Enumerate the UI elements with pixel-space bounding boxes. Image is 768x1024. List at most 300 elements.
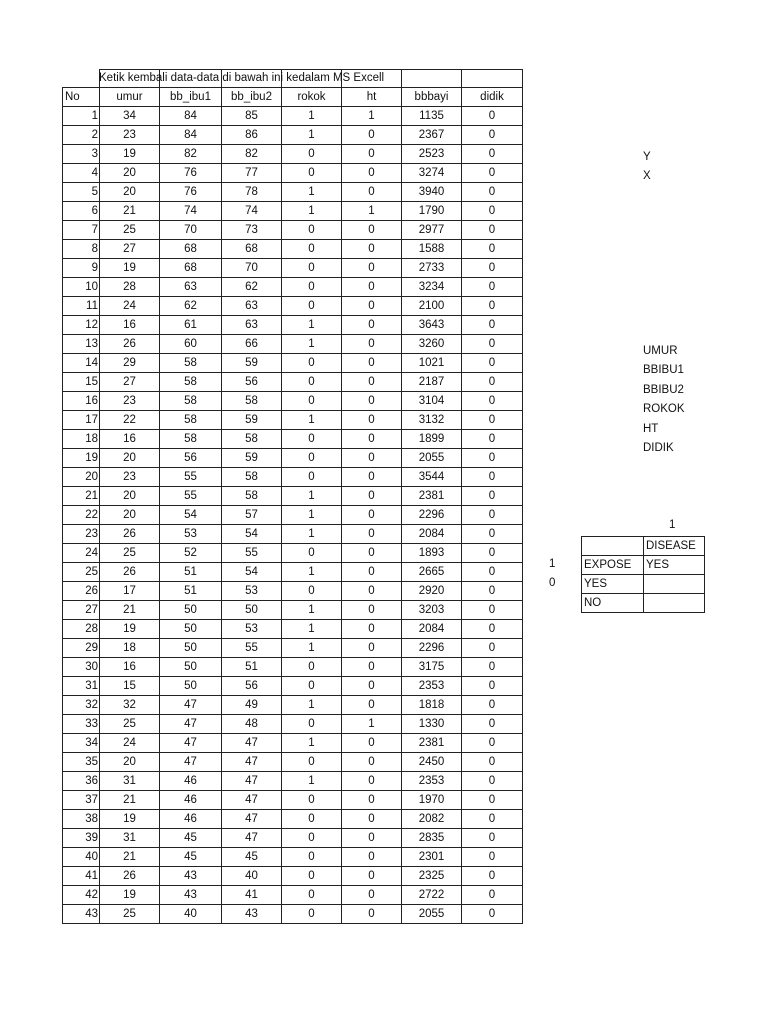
table-cell[interactable]: 0 [282, 753, 342, 772]
table-cell[interactable]: 1 [63, 107, 100, 126]
table-cell[interactable]: 0 [282, 867, 342, 886]
table-cell[interactable]: 0 [342, 601, 402, 620]
table-cell[interactable]: 84 [160, 126, 222, 145]
table-cell[interactable]: 0 [462, 354, 523, 373]
table-cell[interactable]: 58 [222, 430, 282, 449]
table-cell[interactable]: 0 [342, 506, 402, 525]
table-cell[interactable]: 0 [282, 468, 342, 487]
table-cell[interactable]: 15 [100, 677, 160, 696]
table-cell[interactable]: 0 [462, 373, 523, 392]
table-cell[interactable]: 1899 [402, 430, 462, 449]
table-cell[interactable]: 20 [100, 487, 160, 506]
table-cell[interactable]: 0 [342, 240, 402, 259]
table-cell[interactable]: 0 [342, 411, 402, 430]
table-cell[interactable]: 0 [282, 715, 342, 734]
table-cell[interactable]: 0 [342, 259, 402, 278]
table-cell[interactable]: 0 [462, 145, 523, 164]
table-cell[interactable]: 26 [100, 563, 160, 582]
table-cell[interactable]: 47 [222, 734, 282, 753]
table-cell[interactable]: 0 [462, 848, 523, 867]
table-cell[interactable]: 2835 [402, 829, 462, 848]
disease-header[interactable]: DISEASE [644, 537, 705, 556]
table-cell[interactable]: 26 [100, 525, 160, 544]
title-cell[interactable] [462, 70, 523, 88]
table-cell[interactable]: 0 [462, 715, 523, 734]
table-cell[interactable]: 0 [342, 620, 402, 639]
table-cell[interactable]: 3175 [402, 658, 462, 677]
table-cell[interactable]: 52 [160, 544, 222, 563]
table-cell[interactable]: 1 [282, 183, 342, 202]
table-cell[interactable]: 74 [160, 202, 222, 221]
table-cell[interactable]: 66 [222, 335, 282, 354]
title-cell[interactable] [342, 70, 402, 88]
table-cell[interactable]: 3643 [402, 316, 462, 335]
table-cell[interactable]: 62 [160, 297, 222, 316]
table-cell[interactable]: 32 [100, 696, 160, 715]
table-cell[interactable]: 23 [63, 525, 100, 544]
table-cell[interactable]: 16 [100, 316, 160, 335]
table-cell[interactable]: 0 [342, 734, 402, 753]
table-cell[interactable]: 40 [63, 848, 100, 867]
table-cell[interactable]: 59 [222, 411, 282, 430]
table-cell[interactable]: 31 [100, 829, 160, 848]
table-cell[interactable]: 1 [282, 487, 342, 506]
table-cell[interactable]: 47 [160, 715, 222, 734]
table-cell[interactable]: 41 [63, 867, 100, 886]
table-cell[interactable]: 34 [63, 734, 100, 753]
contingency-corner-cell[interactable] [582, 537, 644, 556]
table-cell[interactable]: 0 [342, 468, 402, 487]
table-cell[interactable]: 18 [100, 639, 160, 658]
table-cell[interactable]: 9 [63, 259, 100, 278]
table-cell[interactable]: 0 [342, 829, 402, 848]
table-cell[interactable]: 77 [222, 164, 282, 183]
table-cell[interactable]: 58 [222, 487, 282, 506]
table-cell[interactable]: 58 [160, 411, 222, 430]
table-cell[interactable]: 51 [222, 658, 282, 677]
table-cell[interactable]: 0 [462, 202, 523, 221]
table-cell[interactable]: 55 [222, 544, 282, 563]
table-cell[interactable]: 0 [282, 449, 342, 468]
table-cell[interactable]: 0 [342, 753, 402, 772]
table-cell[interactable]: 19 [63, 449, 100, 468]
table-cell[interactable]: 0 [462, 126, 523, 145]
column-header-ht[interactable]: ht [342, 88, 402, 107]
table-cell[interactable]: 0 [342, 316, 402, 335]
table-cell[interactable]: 53 [222, 620, 282, 639]
table-cell[interactable]: 70 [222, 259, 282, 278]
table-cell[interactable]: 50 [160, 658, 222, 677]
table-cell[interactable]: 61 [160, 316, 222, 335]
table-cell[interactable]: 2381 [402, 734, 462, 753]
table-cell[interactable]: 45 [160, 848, 222, 867]
table-cell[interactable]: 21 [100, 848, 160, 867]
table-cell[interactable]: 1 [282, 734, 342, 753]
table-cell[interactable]: 1 [282, 772, 342, 791]
table-cell[interactable]: 2353 [402, 677, 462, 696]
table-cell[interactable]: 55 [160, 487, 222, 506]
table-cell[interactable]: 1 [282, 202, 342, 221]
table-cell[interactable]: 24 [63, 544, 100, 563]
table-cell[interactable]: 2055 [402, 905, 462, 924]
column-header-no[interactable]: No [63, 88, 100, 107]
table-cell[interactable]: 0 [342, 126, 402, 145]
table-cell[interactable]: 40 [160, 905, 222, 924]
table-cell[interactable]: 2082 [402, 810, 462, 829]
table-cell[interactable]: 45 [222, 848, 282, 867]
table-cell[interactable]: 0 [462, 107, 523, 126]
table-cell[interactable]: 57 [222, 506, 282, 525]
table-cell[interactable]: 0 [282, 373, 342, 392]
table-cell[interactable]: 25 [100, 905, 160, 924]
table-cell[interactable]: 59 [222, 354, 282, 373]
table-cell[interactable]: 0 [342, 354, 402, 373]
table-cell[interactable]: 2055 [402, 449, 462, 468]
table-cell[interactable]: 13 [63, 335, 100, 354]
table-cell[interactable]: 0 [342, 582, 402, 601]
table-cell[interactable]: 15 [63, 373, 100, 392]
table-cell[interactable]: 25 [100, 544, 160, 563]
table-cell[interactable]: 12 [63, 316, 100, 335]
table-cell[interactable]: 2325 [402, 867, 462, 886]
table-cell[interactable]: 1818 [402, 696, 462, 715]
table-cell[interactable]: 35 [63, 753, 100, 772]
table-cell[interactable]: 21 [100, 202, 160, 221]
table-cell[interactable]: 43 [222, 905, 282, 924]
table-cell[interactable]: 63 [222, 297, 282, 316]
table-cell[interactable]: 21 [100, 791, 160, 810]
table-cell[interactable]: 54 [160, 506, 222, 525]
table-cell[interactable]: 48 [222, 715, 282, 734]
table-cell[interactable]: 2084 [402, 525, 462, 544]
table-cell[interactable]: 0 [282, 221, 342, 240]
table-cell[interactable]: 58 [160, 354, 222, 373]
table-cell[interactable]: 3 [63, 145, 100, 164]
table-cell[interactable]: 3234 [402, 278, 462, 297]
table-cell[interactable]: 2733 [402, 259, 462, 278]
table-cell[interactable]: 1970 [402, 791, 462, 810]
table-cell[interactable]: 30 [63, 658, 100, 677]
table-cell[interactable]: 1 [282, 316, 342, 335]
table-cell[interactable]: 1 [282, 525, 342, 544]
table-cell[interactable]: 43 [160, 886, 222, 905]
table-cell[interactable]: 0 [282, 240, 342, 259]
table-cell[interactable]: 39 [63, 829, 100, 848]
table-cell[interactable]: 10 [63, 278, 100, 297]
table-cell[interactable]: 0 [462, 905, 523, 924]
table-cell[interactable]: 1330 [402, 715, 462, 734]
table-cell[interactable]: 3104 [402, 392, 462, 411]
table-cell[interactable]: 51 [160, 563, 222, 582]
table-cell[interactable]: 0 [342, 639, 402, 658]
title-cell[interactable] [222, 70, 282, 88]
table-cell[interactable]: 43 [63, 905, 100, 924]
table-cell[interactable]: 0 [462, 259, 523, 278]
table-cell[interactable]: 63 [222, 316, 282, 335]
table-cell[interactable]: 1 [282, 601, 342, 620]
table-cell[interactable]: 1790 [402, 202, 462, 221]
table-cell[interactable]: 0 [342, 772, 402, 791]
table-cell[interactable]: 0 [462, 278, 523, 297]
table-cell[interactable]: 0 [342, 810, 402, 829]
table-cell[interactable]: 0 [342, 886, 402, 905]
table-cell[interactable]: 47 [222, 753, 282, 772]
expose-no-row-label[interactable]: NO [582, 594, 644, 613]
table-cell[interactable]: 11 [63, 297, 100, 316]
table-cell[interactable]: 0 [462, 392, 523, 411]
table-cell[interactable]: 23 [100, 126, 160, 145]
table-cell[interactable]: 0 [282, 430, 342, 449]
table-cell[interactable]: 0 [342, 297, 402, 316]
table-cell[interactable]: 0 [462, 449, 523, 468]
table-cell[interactable]: 0 [342, 373, 402, 392]
contingency-cell[interactable] [644, 594, 705, 613]
table-cell[interactable]: 0 [342, 183, 402, 202]
table-cell[interactable]: 0 [342, 221, 402, 240]
table-cell[interactable]: 0 [462, 639, 523, 658]
table-cell[interactable]: 4 [63, 164, 100, 183]
table-cell[interactable]: 0 [462, 734, 523, 753]
table-cell[interactable]: 26 [63, 582, 100, 601]
title-cell[interactable] [402, 70, 462, 88]
table-cell[interactable]: 3940 [402, 183, 462, 202]
table-cell[interactable]: 68 [160, 259, 222, 278]
table-cell[interactable]: 0 [462, 411, 523, 430]
table-cell[interactable]: 29 [100, 354, 160, 373]
table-cell[interactable]: 2920 [402, 582, 462, 601]
table-cell[interactable]: 20 [100, 164, 160, 183]
table-cell[interactable]: 36 [63, 772, 100, 791]
table-cell[interactable]: 2450 [402, 753, 462, 772]
table-cell[interactable]: 0 [282, 905, 342, 924]
table-cell[interactable]: 16 [63, 392, 100, 411]
table-cell[interactable]: 20 [100, 183, 160, 202]
table-cell[interactable]: 19 [100, 886, 160, 905]
table-cell[interactable]: 27 [100, 240, 160, 259]
table-cell[interactable]: 68 [160, 240, 222, 259]
table-cell[interactable]: 1 [282, 335, 342, 354]
table-cell[interactable]: 56 [222, 373, 282, 392]
table-cell[interactable]: 58 [222, 468, 282, 487]
table-cell[interactable]: 0 [282, 297, 342, 316]
table-cell[interactable]: 68 [222, 240, 282, 259]
table-cell[interactable]: 0 [462, 620, 523, 639]
table-cell[interactable]: 2084 [402, 620, 462, 639]
table-cell[interactable]: 53 [160, 525, 222, 544]
table-cell[interactable]: 3203 [402, 601, 462, 620]
table-cell[interactable]: 18 [63, 430, 100, 449]
table-cell[interactable]: 0 [462, 677, 523, 696]
table-cell[interactable]: 33 [63, 715, 100, 734]
table-cell[interactable]: 50 [160, 639, 222, 658]
table-cell[interactable]: 8 [63, 240, 100, 259]
table-cell[interactable]: 25 [100, 221, 160, 240]
table-cell[interactable]: 46 [160, 791, 222, 810]
table-cell[interactable]: 0 [342, 449, 402, 468]
table-cell[interactable]: 0 [282, 278, 342, 297]
table-cell[interactable]: 17 [100, 582, 160, 601]
table-cell[interactable]: 0 [342, 905, 402, 924]
table-cell[interactable]: 21 [63, 487, 100, 506]
table-cell[interactable]: 0 [282, 259, 342, 278]
table-cell[interactable]: 0 [462, 183, 523, 202]
table-cell[interactable]: 51 [160, 582, 222, 601]
table-cell[interactable]: 45 [160, 829, 222, 848]
table-cell[interactable]: 50 [222, 601, 282, 620]
table-cell[interactable]: 22 [63, 506, 100, 525]
table-cell[interactable]: 1 [342, 715, 402, 734]
table-cell[interactable]: 19 [100, 259, 160, 278]
column-header-didik[interactable]: didik [462, 88, 523, 107]
table-cell[interactable]: 0 [342, 145, 402, 164]
table-cell[interactable]: 1 [342, 107, 402, 126]
table-cell[interactable]: 0 [462, 164, 523, 183]
table-cell[interactable]: 55 [222, 639, 282, 658]
column-header-bb-ibu2[interactable]: bb_ibu2 [222, 88, 282, 107]
table-cell[interactable]: 25 [100, 715, 160, 734]
table-cell[interactable]: 0 [282, 164, 342, 183]
table-cell[interactable]: 58 [160, 430, 222, 449]
table-cell[interactable]: 70 [160, 221, 222, 240]
table-cell[interactable]: 0 [282, 582, 342, 601]
table-cell[interactable]: 82 [222, 145, 282, 164]
table-cell[interactable]: 0 [282, 145, 342, 164]
table-cell[interactable]: 0 [282, 354, 342, 373]
table-cell[interactable]: 1 [342, 202, 402, 221]
table-cell[interactable]: 34 [100, 107, 160, 126]
table-cell[interactable]: 0 [342, 791, 402, 810]
table-cell[interactable]: 82 [160, 145, 222, 164]
table-cell[interactable]: 1 [282, 563, 342, 582]
table-cell[interactable]: 58 [160, 373, 222, 392]
table-cell[interactable]: 25 [63, 563, 100, 582]
table-cell[interactable]: 0 [342, 525, 402, 544]
table-cell[interactable]: 19 [100, 145, 160, 164]
table-cell[interactable]: 40 [222, 867, 282, 886]
table-cell[interactable]: 2722 [402, 886, 462, 905]
table-cell[interactable]: 0 [342, 563, 402, 582]
table-cell[interactable]: 1 [282, 107, 342, 126]
table-cell[interactable]: 0 [282, 848, 342, 867]
table-cell[interactable]: 0 [282, 392, 342, 411]
table-cell[interactable]: 0 [342, 392, 402, 411]
table-cell[interactable]: 1021 [402, 354, 462, 373]
table-cell[interactable]: 43 [160, 867, 222, 886]
table-cell[interactable]: 60 [160, 335, 222, 354]
table-cell[interactable]: 63 [160, 278, 222, 297]
column-header-bbbayi[interactable]: bbbayi [402, 88, 462, 107]
table-cell[interactable]: 2381 [402, 487, 462, 506]
table-cell[interactable]: 1 [282, 506, 342, 525]
table-cell[interactable]: 41 [222, 886, 282, 905]
table-cell[interactable]: 6 [63, 202, 100, 221]
title-cell[interactable] [282, 70, 342, 88]
table-cell[interactable]: 50 [160, 620, 222, 639]
table-cell[interactable]: 2665 [402, 563, 462, 582]
table-cell[interactable]: 16 [100, 430, 160, 449]
table-cell[interactable]: 23 [100, 392, 160, 411]
table-cell[interactable]: 76 [160, 164, 222, 183]
table-cell[interactable]: 32 [63, 696, 100, 715]
table-cell[interactable]: 23 [100, 468, 160, 487]
table-cell[interactable]: 0 [462, 468, 523, 487]
table-cell[interactable]: 47 [222, 810, 282, 829]
table-cell[interactable]: 0 [342, 867, 402, 886]
table-cell[interactable]: 74 [222, 202, 282, 221]
blank-cell[interactable] [63, 70, 100, 88]
table-cell[interactable]: 58 [160, 392, 222, 411]
table-cell[interactable]: 53 [222, 582, 282, 601]
table-cell[interactable]: 0 [462, 867, 523, 886]
table-cell[interactable]: 26 [100, 335, 160, 354]
table-cell[interactable]: 2353 [402, 772, 462, 791]
table-cell[interactable]: 56 [160, 449, 222, 468]
column-header-umur[interactable]: umur [100, 88, 160, 107]
table-cell[interactable]: 0 [462, 240, 523, 259]
table-cell[interactable]: 31 [100, 772, 160, 791]
table-cell[interactable]: 62 [222, 278, 282, 297]
table-cell[interactable]: 0 [342, 278, 402, 297]
table-cell[interactable]: 3544 [402, 468, 462, 487]
table-cell[interactable]: 2523 [402, 145, 462, 164]
table-cell[interactable]: 3274 [402, 164, 462, 183]
expose-header[interactable]: EXPOSE [582, 556, 644, 575]
table-cell[interactable]: 47 [160, 753, 222, 772]
table-cell[interactable]: 24 [100, 297, 160, 316]
table-cell[interactable]: 0 [282, 658, 342, 677]
table-cell[interactable]: 16 [100, 658, 160, 677]
table-cell[interactable]: 54 [222, 563, 282, 582]
table-cell[interactable]: 47 [222, 829, 282, 848]
table-cell[interactable]: 73 [222, 221, 282, 240]
table-cell[interactable]: 20 [100, 753, 160, 772]
table-cell[interactable]: 7 [63, 221, 100, 240]
table-cell[interactable]: 24 [100, 734, 160, 753]
table-cell[interactable]: 2296 [402, 639, 462, 658]
table-cell[interactable]: 47 [160, 734, 222, 753]
table-cell[interactable]: 47 [160, 696, 222, 715]
table-cell[interactable]: 28 [100, 278, 160, 297]
table-cell[interactable]: 0 [342, 487, 402, 506]
table-cell[interactable]: 0 [462, 791, 523, 810]
table-cell[interactable]: 1135 [402, 107, 462, 126]
table-cell[interactable]: 46 [160, 810, 222, 829]
table-cell[interactable]: 28 [63, 620, 100, 639]
table-cell[interactable]: 0 [462, 430, 523, 449]
table-cell[interactable]: 2187 [402, 373, 462, 392]
table-cell[interactable]: 84 [160, 107, 222, 126]
table-cell[interactable]: 27 [100, 373, 160, 392]
title-cell[interactable] [160, 70, 222, 88]
table-cell[interactable]: 38 [63, 810, 100, 829]
table-cell[interactable]: 20 [100, 506, 160, 525]
table-cell[interactable]: 76 [160, 183, 222, 202]
table-cell[interactable]: 0 [282, 886, 342, 905]
table-cell[interactable]: 42 [63, 886, 100, 905]
table-cell[interactable]: 29 [63, 639, 100, 658]
table-cell[interactable]: 31 [63, 677, 100, 696]
table-cell[interactable]: 1 [282, 620, 342, 639]
table-cell[interactable]: 49 [222, 696, 282, 715]
table-cell[interactable]: 0 [462, 221, 523, 240]
table-cell[interactable]: 47 [222, 791, 282, 810]
table-cell[interactable]: 0 [282, 677, 342, 696]
column-header-rokok[interactable]: rokok [282, 88, 342, 107]
table-cell[interactable]: 86 [222, 126, 282, 145]
table-cell[interactable]: 17 [63, 411, 100, 430]
table-cell[interactable]: 0 [342, 430, 402, 449]
table-cell[interactable]: 0 [462, 582, 523, 601]
